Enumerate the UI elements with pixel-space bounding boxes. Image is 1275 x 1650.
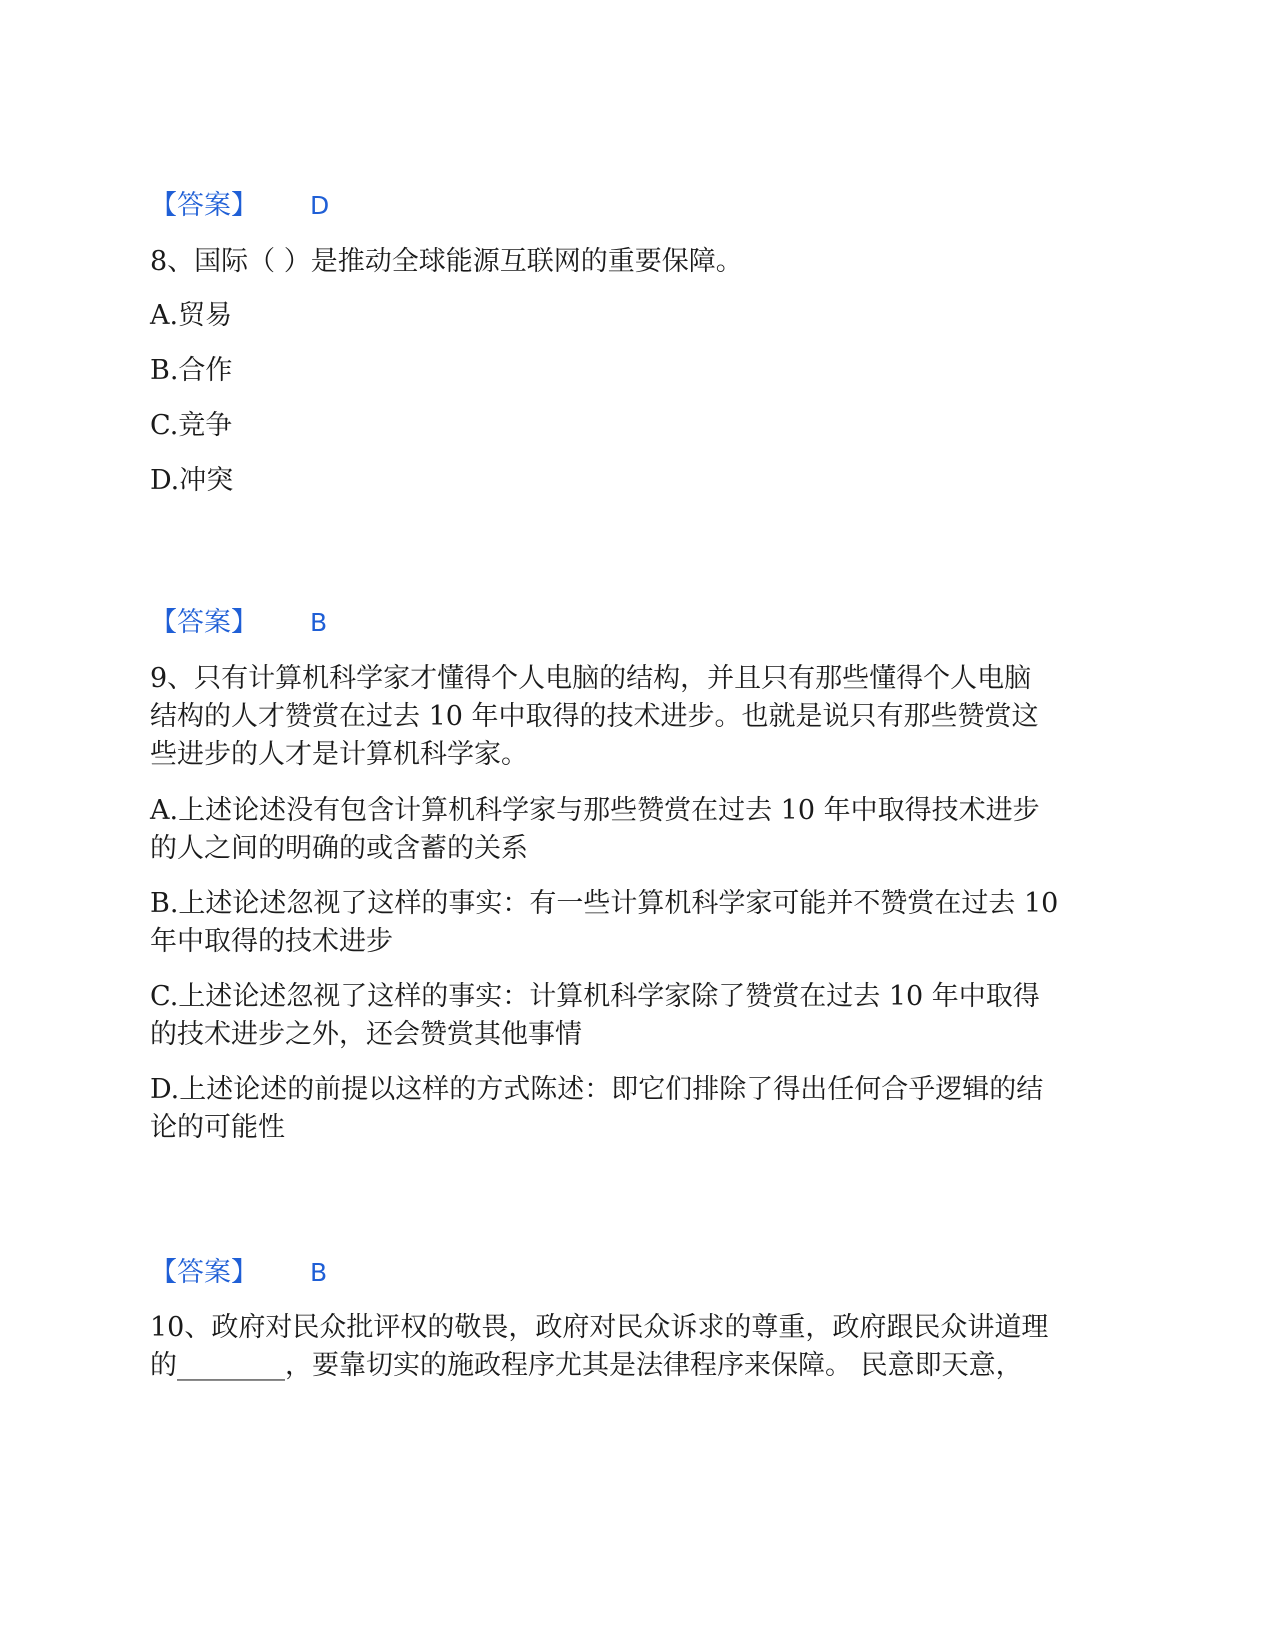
answer-label: 【答案】: [150, 190, 258, 221]
question-9-option-c-line-1: C.上述论述忽视了这样的事实：计算机科学家除了赞赏在过去 10 年中取得: [150, 981, 1040, 1012]
answer-row: [150, 187, 329, 225]
question-8-stem: 8、国际（ ）是推动全球能源互联网的重要保障。: [150, 246, 743, 277]
answer-value: D: [310, 191, 330, 220]
answer-row: [150, 1254, 327, 1292]
question-9-stem-line-3: 些进步的人才是计算机科学家。: [150, 739, 528, 770]
question-8-option-b: B.合作: [150, 355, 233, 386]
answer-label: 【答案】: [150, 607, 258, 638]
answer-label: 【答案】: [150, 1257, 258, 1288]
answer-value: B: [310, 608, 328, 637]
question-9-option-c-line-2: 的技术进步之外，还会赞赏其他事情: [150, 1019, 582, 1050]
question-10-stem-line-2: 的________，要靠切实的施政程序尤其是法律程序来保障。 民意即天意，: [150, 1350, 1023, 1381]
question-8-option-a: A.贸易: [150, 300, 233, 331]
answer-row: [150, 604, 327, 642]
question-9-option-a-line-1: A.上述论述没有包含计算机科学家与那些赞赏在过去 10 年中取得技术进步: [150, 795, 1040, 826]
question-10-stem-line-1: 10、政府对民众批评权的敬畏，政府对民众诉求的尊重，政府跟民众讲道理: [150, 1312, 1049, 1343]
question-9-option-d-line-2: 论的可能性: [150, 1112, 285, 1143]
answer-value: B: [310, 1258, 328, 1287]
question-9-stem-line-2: 结构的人才赞赏在过去 10 年中取得的技术进步。也就是说只有那些赞赏这: [150, 701, 1039, 732]
question-9-option-d-line-1: D.上述论述的前提以这样的方式陈述：即它们排除了得出任何合乎逻辑的结: [150, 1074, 1044, 1105]
question-9-stem-line-1: 9、只有计算机科学家才懂得个人电脑的结构，并且只有那些懂得个人电脑: [150, 663, 1032, 694]
question-9-option-b-line-2: 年中取得的技术进步: [150, 926, 393, 957]
question-9-option-b-line-1: B.上述论述忽视了这样的事实：有一些计算机科学家可能并不赞赏在过去 10: [150, 888, 1059, 919]
question-9-option-a-line-2: 的人之间的明确的或含蓄的关系: [150, 833, 528, 864]
question-8-option-d: D.冲突: [150, 465, 234, 496]
question-8-option-c: C.竞争: [150, 410, 233, 441]
